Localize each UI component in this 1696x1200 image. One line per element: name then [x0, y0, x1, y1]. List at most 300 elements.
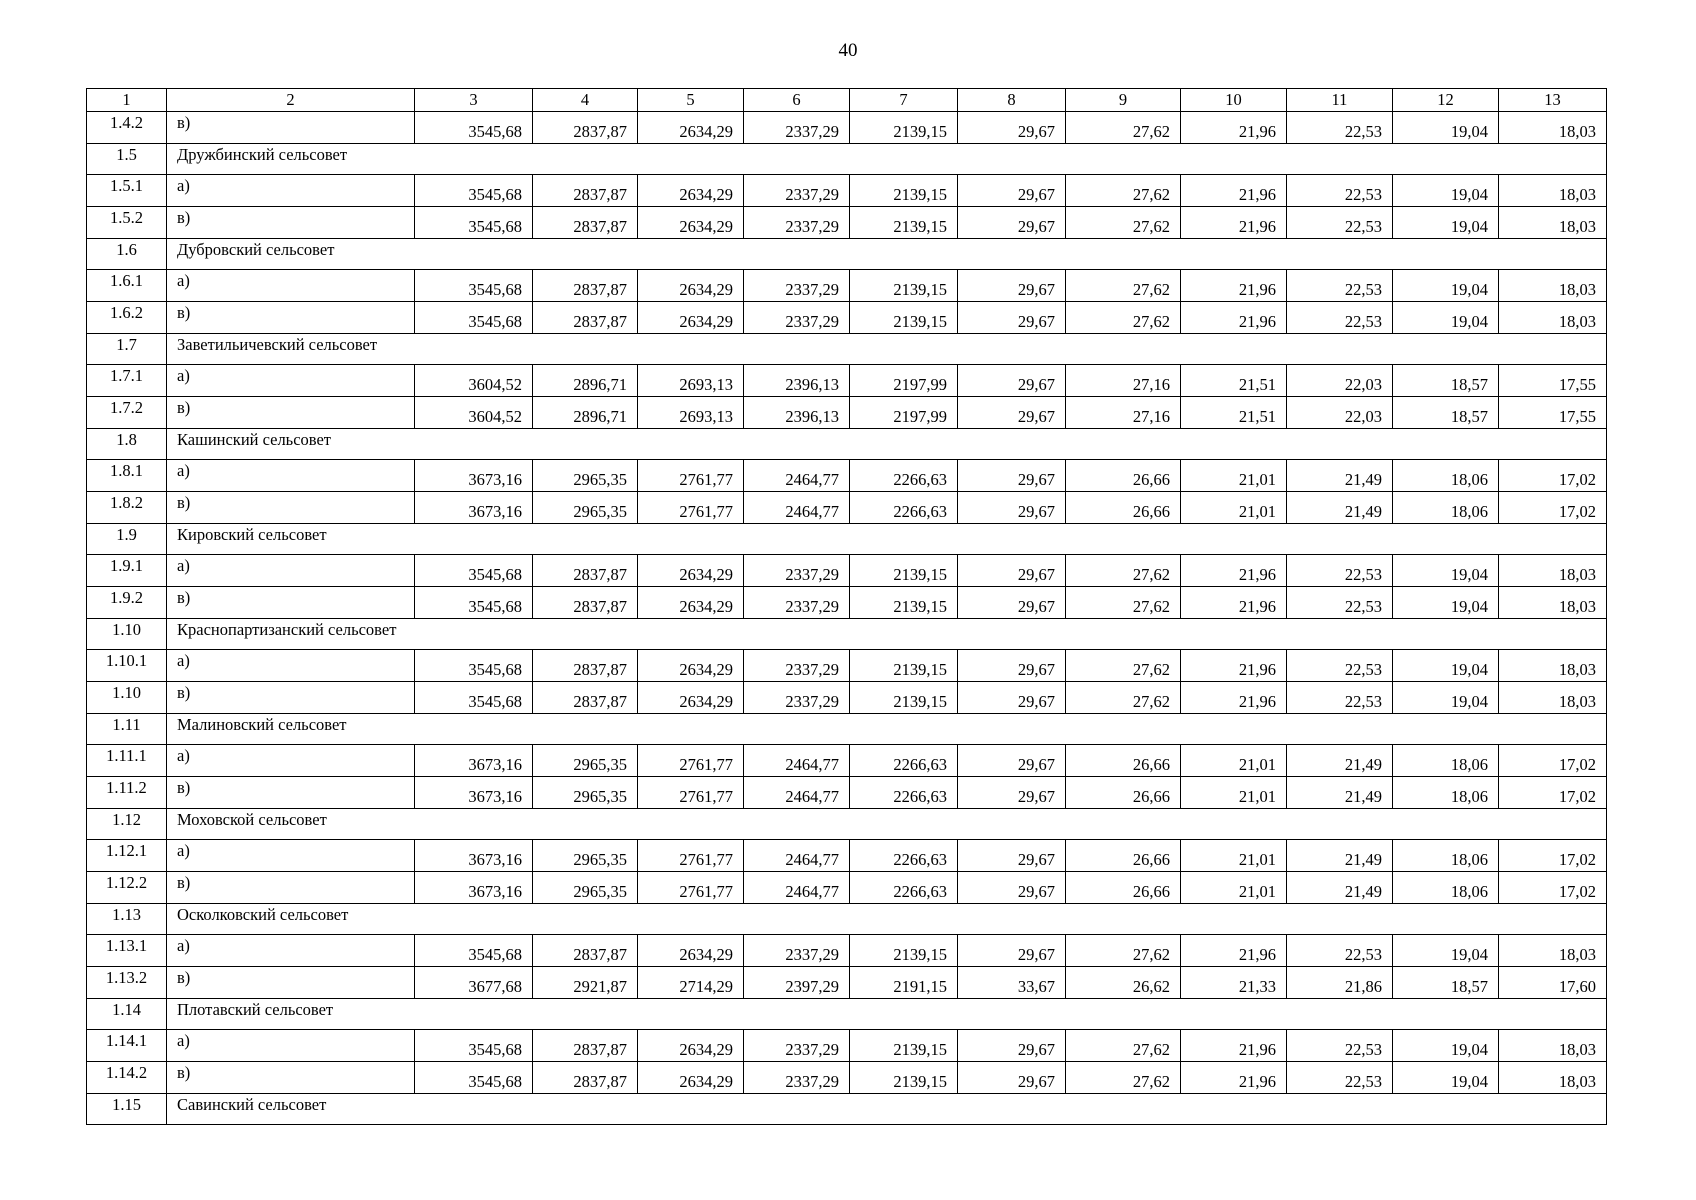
table-cell: 26,66	[1066, 460, 1181, 492]
table-cell: 18,03	[1499, 682, 1607, 714]
table-cell: 3545,68	[415, 682, 533, 714]
row-label: а)	[167, 745, 415, 777]
table-cell: 2139,15	[850, 175, 958, 207]
table-cell: 26,66	[1066, 745, 1181, 777]
table-cell: 2197,99	[850, 365, 958, 397]
row-number: 1.15	[87, 1094, 167, 1125]
table-row	[87, 745, 1607, 777]
table-cell: 2761,77	[638, 840, 744, 872]
table-cell: 27,62	[1066, 650, 1181, 682]
table-cell: 18,03	[1499, 112, 1607, 144]
table-cell: 18,57	[1393, 397, 1499, 429]
table-cell: 2139,15	[850, 650, 958, 682]
table-cell: 33,67	[958, 967, 1066, 999]
column-header: 7	[850, 89, 958, 112]
table-cell: 2693,13	[638, 365, 744, 397]
table-cell: 2197,99	[850, 397, 958, 429]
table-cell: 19,04	[1393, 555, 1499, 587]
table-cell: 21,96	[1181, 935, 1287, 967]
table-cell: 2266,63	[850, 777, 958, 809]
table-cell: 19,04	[1393, 207, 1499, 239]
table-cell: 2337,29	[744, 207, 850, 239]
table-row	[87, 175, 1607, 207]
row-label: в)	[167, 207, 415, 239]
row-number: 1.14.2	[87, 1062, 167, 1094]
table-cell: 27,62	[1066, 302, 1181, 334]
table-cell: 2337,29	[744, 302, 850, 334]
table-cell: 2139,15	[850, 587, 958, 619]
table-cell: 3545,68	[415, 175, 533, 207]
table-cell: 21,33	[1181, 967, 1287, 999]
table-cell: 21,96	[1181, 302, 1287, 334]
table-cell: 2464,77	[744, 492, 850, 524]
table-row	[87, 587, 1607, 619]
table-cell: 21,01	[1181, 872, 1287, 904]
table-cell: 3545,68	[415, 1030, 533, 1062]
table-row	[87, 460, 1607, 492]
section-row	[87, 809, 1607, 840]
table-cell: 3545,68	[415, 935, 533, 967]
table-cell: 2837,87	[533, 587, 638, 619]
table-cell: 3677,68	[415, 967, 533, 999]
table-cell: 29,67	[958, 935, 1066, 967]
table-cell: 29,67	[958, 555, 1066, 587]
table-row	[87, 682, 1607, 714]
table-cell: 18,06	[1393, 777, 1499, 809]
table-row	[87, 397, 1607, 429]
table-cell: 2397,29	[744, 967, 850, 999]
section-row	[87, 429, 1607, 460]
section-row	[87, 239, 1607, 270]
table-cell: 21,01	[1181, 840, 1287, 872]
table-cell: 21,96	[1181, 207, 1287, 239]
table-body	[87, 89, 1607, 1125]
table-row	[87, 270, 1607, 302]
table-cell: 21,96	[1181, 587, 1287, 619]
row-number: 1.9	[87, 524, 167, 555]
table-cell: 29,67	[958, 302, 1066, 334]
table-cell: 2837,87	[533, 1030, 638, 1062]
table-cell: 26,66	[1066, 777, 1181, 809]
table-cell: 29,67	[958, 492, 1066, 524]
table-cell: 21,49	[1287, 872, 1393, 904]
table-cell: 19,04	[1393, 270, 1499, 302]
row-label: в)	[167, 397, 415, 429]
row-label: а)	[167, 365, 415, 397]
table-cell: 22,53	[1287, 1030, 1393, 1062]
table-cell: 22,53	[1287, 682, 1393, 714]
section-title: Дружбинский сельсовет	[167, 144, 1607, 175]
table-cell: 2761,77	[638, 777, 744, 809]
tariff-table	[86, 88, 1607, 1125]
row-number: 1.6.2	[87, 302, 167, 334]
table-cell: 2965,35	[533, 460, 638, 492]
table-cell: 29,67	[958, 872, 1066, 904]
row-number: 1.9.2	[87, 587, 167, 619]
table-cell: 22,53	[1287, 555, 1393, 587]
section-title: Дубровский сельсовет	[167, 239, 1607, 270]
row-number: 1.10	[87, 682, 167, 714]
table-cell: 26,66	[1066, 872, 1181, 904]
table-header-row	[87, 89, 1607, 112]
table-cell: 2266,63	[850, 492, 958, 524]
table-cell: 21,49	[1287, 840, 1393, 872]
table-cell: 2266,63	[850, 840, 958, 872]
table-cell: 22,53	[1287, 587, 1393, 619]
table-cell: 29,67	[958, 112, 1066, 144]
column-header: 13	[1499, 89, 1607, 112]
table-cell: 2634,29	[638, 112, 744, 144]
table-cell: 17,60	[1499, 967, 1607, 999]
table-cell: 2634,29	[638, 555, 744, 587]
section-title: Осколковский сельсовет	[167, 904, 1607, 935]
table-cell: 18,06	[1393, 872, 1499, 904]
table-cell: 2634,29	[638, 270, 744, 302]
row-number: 1.5.2	[87, 207, 167, 239]
row-number: 1.5.1	[87, 175, 167, 207]
table-row	[87, 207, 1607, 239]
row-number: 1.10	[87, 619, 167, 650]
section-row	[87, 524, 1607, 555]
table-cell: 2761,77	[638, 492, 744, 524]
table-cell: 18,06	[1393, 492, 1499, 524]
table-cell: 29,67	[958, 682, 1066, 714]
row-label: в)	[167, 302, 415, 334]
table-cell: 29,67	[958, 777, 1066, 809]
table-cell: 19,04	[1393, 650, 1499, 682]
table-cell: 18,03	[1499, 935, 1607, 967]
row-number: 1.5	[87, 144, 167, 175]
table-cell: 2266,63	[850, 745, 958, 777]
table-cell: 29,67	[958, 1030, 1066, 1062]
table-cell: 2396,13	[744, 365, 850, 397]
column-header: 9	[1066, 89, 1181, 112]
table-cell: 21,01	[1181, 492, 1287, 524]
table-cell: 2139,15	[850, 112, 958, 144]
table-cell: 22,53	[1287, 935, 1393, 967]
table-cell: 2266,63	[850, 460, 958, 492]
table-cell: 18,03	[1499, 302, 1607, 334]
table-cell: 22,53	[1287, 270, 1393, 302]
table-row	[87, 1030, 1607, 1062]
table-cell: 22,53	[1287, 1062, 1393, 1094]
table-cell: 3545,68	[415, 1062, 533, 1094]
column-header: 11	[1287, 89, 1393, 112]
table-cell: 18,03	[1499, 270, 1607, 302]
table-cell: 2921,87	[533, 967, 638, 999]
row-number: 1.13	[87, 904, 167, 935]
table-cell: 18,03	[1499, 1030, 1607, 1062]
row-number: 1.6.1	[87, 270, 167, 302]
table-cell: 27,62	[1066, 1062, 1181, 1094]
row-label: в)	[167, 1062, 415, 1094]
table-cell: 2464,77	[744, 840, 850, 872]
table-cell: 19,04	[1393, 682, 1499, 714]
column-header: 6	[744, 89, 850, 112]
table-cell: 17,02	[1499, 745, 1607, 777]
row-label: в)	[167, 872, 415, 904]
table-cell: 18,03	[1499, 587, 1607, 619]
table-cell: 17,02	[1499, 492, 1607, 524]
table-cell: 21,51	[1181, 365, 1287, 397]
table-cell: 27,62	[1066, 682, 1181, 714]
table-cell: 29,67	[958, 587, 1066, 619]
table-cell: 18,03	[1499, 175, 1607, 207]
table-cell: 18,03	[1499, 207, 1607, 239]
table-cell: 27,62	[1066, 270, 1181, 302]
table-row	[87, 302, 1607, 334]
table-cell: 18,06	[1393, 460, 1499, 492]
table-cell: 27,16	[1066, 397, 1181, 429]
table-cell: 29,67	[958, 270, 1066, 302]
table-cell: 3673,16	[415, 840, 533, 872]
section-row	[87, 1094, 1607, 1125]
section-title: Савинский сельсовет	[167, 1094, 1607, 1125]
table-cell: 3604,52	[415, 397, 533, 429]
row-number: 1.12.2	[87, 872, 167, 904]
table-cell: 17,02	[1499, 460, 1607, 492]
column-header: 10	[1181, 89, 1287, 112]
row-number: 1.14	[87, 999, 167, 1030]
table-cell: 2837,87	[533, 935, 638, 967]
table-cell: 21,96	[1181, 555, 1287, 587]
row-label: а)	[167, 840, 415, 872]
table-cell: 21,49	[1287, 777, 1393, 809]
column-header: 12	[1393, 89, 1499, 112]
table-cell: 2139,15	[850, 935, 958, 967]
row-label: а)	[167, 175, 415, 207]
table-cell: 2634,29	[638, 587, 744, 619]
row-label: в)	[167, 492, 415, 524]
table-cell: 2139,15	[850, 1062, 958, 1094]
row-label: а)	[167, 460, 415, 492]
row-number: 1.4.2	[87, 112, 167, 144]
table-cell: 2634,29	[638, 650, 744, 682]
row-label: в)	[167, 777, 415, 809]
row-label: а)	[167, 935, 415, 967]
table-cell: 27,62	[1066, 555, 1181, 587]
table-cell: 17,02	[1499, 872, 1607, 904]
table-cell: 18,03	[1499, 1062, 1607, 1094]
table-cell: 2266,63	[850, 872, 958, 904]
column-header: 3	[415, 89, 533, 112]
table-cell: 2837,87	[533, 207, 638, 239]
table-cell: 3604,52	[415, 365, 533, 397]
table-cell: 19,04	[1393, 302, 1499, 334]
table-cell: 26,62	[1066, 967, 1181, 999]
section-row	[87, 619, 1607, 650]
table-cell: 2337,29	[744, 682, 850, 714]
table-cell: 21,01	[1181, 460, 1287, 492]
table-cell: 2464,77	[744, 872, 850, 904]
table-cell: 2139,15	[850, 207, 958, 239]
section-title: Кировский сельсовет	[167, 524, 1607, 555]
column-header: 5	[638, 89, 744, 112]
table-cell: 2837,87	[533, 650, 638, 682]
section-title: Кашинский сельсовет	[167, 429, 1607, 460]
table-cell: 19,04	[1393, 1030, 1499, 1062]
table-cell: 2634,29	[638, 682, 744, 714]
column-header: 8	[958, 89, 1066, 112]
table-cell: 2634,29	[638, 207, 744, 239]
row-number: 1.7.1	[87, 365, 167, 397]
table-cell: 21,96	[1181, 650, 1287, 682]
table-cell: 2896,71	[533, 365, 638, 397]
table-cell: 27,62	[1066, 935, 1181, 967]
table-cell: 2896,71	[533, 397, 638, 429]
row-number: 1.6	[87, 239, 167, 270]
row-number: 1.7	[87, 334, 167, 365]
table-row	[87, 650, 1607, 682]
table-cell: 29,67	[958, 397, 1066, 429]
table-cell: 21,96	[1181, 682, 1287, 714]
section-title: Краснопартизанский сельсовет	[167, 619, 1607, 650]
table-cell: 29,67	[958, 175, 1066, 207]
table-cell: 18,03	[1499, 555, 1607, 587]
table-cell: 3673,16	[415, 745, 533, 777]
table-cell: 3545,68	[415, 555, 533, 587]
table-cell: 2634,29	[638, 1030, 744, 1062]
table-cell: 2337,29	[744, 1030, 850, 1062]
table-cell: 2337,29	[744, 1062, 850, 1094]
table-cell: 22,53	[1287, 650, 1393, 682]
table-cell: 2464,77	[744, 460, 850, 492]
table-cell: 3545,68	[415, 587, 533, 619]
row-number: 1.8.2	[87, 492, 167, 524]
table-cell: 2965,35	[533, 745, 638, 777]
table-cell: 2761,77	[638, 745, 744, 777]
row-number: 1.14.1	[87, 1030, 167, 1062]
table-cell: 27,62	[1066, 207, 1181, 239]
table-cell: 19,04	[1393, 587, 1499, 619]
table-cell: 21,86	[1287, 967, 1393, 999]
table-cell: 19,04	[1393, 112, 1499, 144]
section-title: Заветильичевский сельсовет	[167, 334, 1607, 365]
row-number: 1.10.1	[87, 650, 167, 682]
table-cell: 2634,29	[638, 1062, 744, 1094]
table-cell: 2634,29	[638, 302, 744, 334]
table-cell: 2337,29	[744, 650, 850, 682]
table-cell: 27,62	[1066, 1030, 1181, 1062]
table-cell: 2837,87	[533, 1062, 638, 1094]
table-cell: 18,57	[1393, 967, 1499, 999]
row-label: в)	[167, 587, 415, 619]
table-row	[87, 872, 1607, 904]
table-cell: 29,67	[958, 365, 1066, 397]
table-cell: 3545,68	[415, 112, 533, 144]
table-cell: 2139,15	[850, 302, 958, 334]
row-number: 1.8.1	[87, 460, 167, 492]
table-row	[87, 555, 1607, 587]
table-cell: 21,96	[1181, 1030, 1287, 1062]
table-cell: 26,66	[1066, 840, 1181, 872]
table-cell: 2337,29	[744, 270, 850, 302]
table-cell: 2139,15	[850, 682, 958, 714]
row-label: в)	[167, 967, 415, 999]
table-cell: 17,02	[1499, 777, 1607, 809]
table-cell: 22,53	[1287, 112, 1393, 144]
table-cell: 29,67	[958, 745, 1066, 777]
table-cell: 2761,77	[638, 872, 744, 904]
table-cell: 2139,15	[850, 555, 958, 587]
table-cell: 17,55	[1499, 397, 1607, 429]
table-cell: 29,67	[958, 650, 1066, 682]
section-row	[87, 334, 1607, 365]
row-number: 1.11.2	[87, 777, 167, 809]
row-label: а)	[167, 650, 415, 682]
table-cell: 22,53	[1287, 302, 1393, 334]
row-number: 1.11.1	[87, 745, 167, 777]
table-cell: 21,01	[1181, 745, 1287, 777]
section-title: Моховской сельсовет	[167, 809, 1607, 840]
table-cell: 18,06	[1393, 745, 1499, 777]
table-cell: 2837,87	[533, 112, 638, 144]
table-cell: 21,96	[1181, 175, 1287, 207]
table-cell: 2139,15	[850, 270, 958, 302]
row-number: 1.13.1	[87, 935, 167, 967]
table-cell: 3673,16	[415, 777, 533, 809]
table-cell: 2337,29	[744, 175, 850, 207]
table-cell: 22,53	[1287, 207, 1393, 239]
table-cell: 2634,29	[638, 935, 744, 967]
table-cell: 22,03	[1287, 365, 1393, 397]
table-cell: 2139,15	[850, 1030, 958, 1062]
table-cell: 19,04	[1393, 1062, 1499, 1094]
row-number: 1.9.1	[87, 555, 167, 587]
table-cell: 18,03	[1499, 650, 1607, 682]
table-cell: 29,67	[958, 1062, 1066, 1094]
row-number: 1.12.1	[87, 840, 167, 872]
table-cell: 3545,68	[415, 302, 533, 334]
table-row	[87, 840, 1607, 872]
table-cell: 21,96	[1181, 270, 1287, 302]
table-cell: 3545,68	[415, 207, 533, 239]
table-row	[87, 365, 1607, 397]
table-cell: 2337,29	[744, 555, 850, 587]
table-cell: 2464,77	[744, 777, 850, 809]
table-cell: 27,62	[1066, 112, 1181, 144]
table-cell: 29,67	[958, 207, 1066, 239]
row-number: 1.7.2	[87, 397, 167, 429]
table-cell: 29,67	[958, 840, 1066, 872]
table-cell: 2337,29	[744, 112, 850, 144]
table-cell: 27,62	[1066, 587, 1181, 619]
table-cell: 2337,29	[744, 587, 850, 619]
section-row	[87, 904, 1607, 935]
section-row	[87, 999, 1607, 1030]
table-cell: 17,02	[1499, 840, 1607, 872]
table-cell: 2714,29	[638, 967, 744, 999]
table-cell: 21,01	[1181, 777, 1287, 809]
table-cell: 2761,77	[638, 460, 744, 492]
table-cell: 2693,13	[638, 397, 744, 429]
table-cell: 18,57	[1393, 365, 1499, 397]
row-number: 1.8	[87, 429, 167, 460]
table-cell: 18,06	[1393, 840, 1499, 872]
column-header: 4	[533, 89, 638, 112]
row-label: а)	[167, 1030, 415, 1062]
table-cell: 26,66	[1066, 492, 1181, 524]
table-cell: 3673,16	[415, 872, 533, 904]
table-cell: 2837,87	[533, 270, 638, 302]
table-cell: 2965,35	[533, 777, 638, 809]
table-cell: 2965,35	[533, 872, 638, 904]
table-cell: 22,03	[1287, 397, 1393, 429]
row-label: а)	[167, 555, 415, 587]
row-number: 1.12	[87, 809, 167, 840]
table-cell: 2965,35	[533, 492, 638, 524]
table-cell: 27,16	[1066, 365, 1181, 397]
